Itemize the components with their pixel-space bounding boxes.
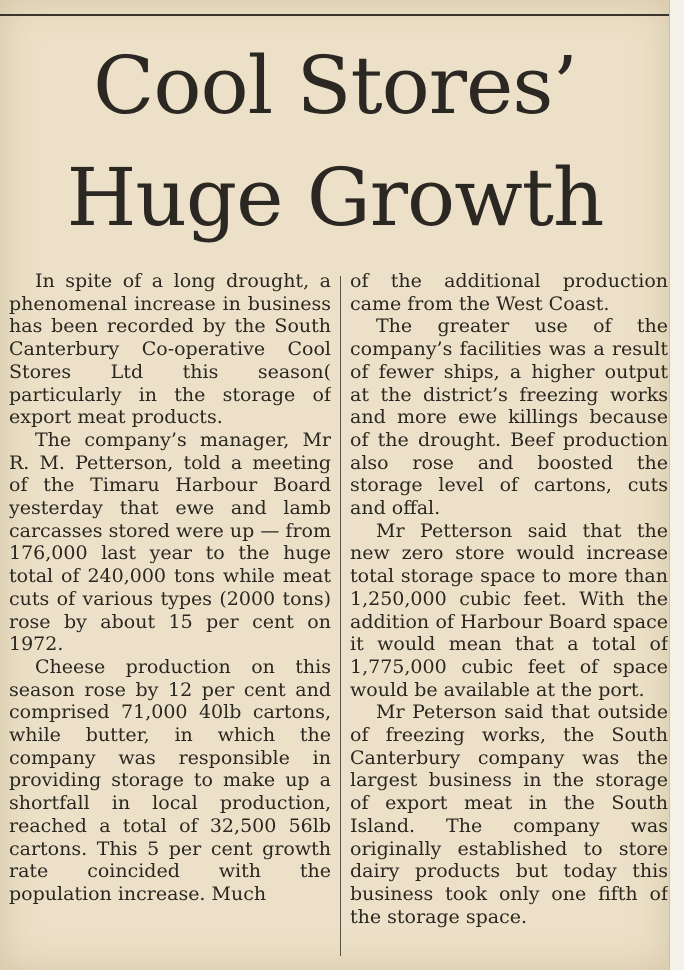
paragraph: Mr Petterson said that the new zero store would increase total storage space to more than 1,250,000 cubic feet. With the addition of Harbour Board space it would mean that a total of 1,775,000 cubic feet of space would be available at the port. xyxy=(350,519,668,701)
paragraph: Cheese production on this season rose by 12 per cent and comprised 71,000 40lb cartons, while butter, in which the company was responsible in providing storage to make up a shortfall in local production, reached a total of 32,500 56lb cartons. This 5 per cent growth rate coincided with the population increase. Much xyxy=(9,655,331,905)
paragraph: The greater use of the company’s facilities was a result of fewer ships, a higher output at the district’s freezing works and more ewe killings because of the drought. Beef production also rose and boosted the storage level of cartons, cuts and offal. xyxy=(350,315,668,520)
left-column xyxy=(9,270,331,960)
top-rule xyxy=(0,14,670,16)
column-rule xyxy=(340,276,341,956)
headline xyxy=(0,30,670,254)
paragraph: In spite of a long drought, a phenomenal increase in business has been recorded by the South Canterbury Co-operative Cool Stores Ltd this season( particularly in the storage of export meat products. xyxy=(9,270,331,429)
headline-line-2: Huge Growth xyxy=(66,151,604,244)
headline-line-1: Cool Stores’ xyxy=(93,39,577,132)
paragraph: The company’s manager, Mr R. M. Petterson, told a meeting of the Timaru Harbour Board yesterday that ewe and lamb carcasses stored were up — from 176,000 last year to the huge total of 240,000 tons while meat cuts of various types (2000 tons) rose by about 15 per cent on 1972. xyxy=(9,428,331,656)
adjacent-page-edge xyxy=(669,0,684,970)
right-column xyxy=(350,270,668,960)
paragraph-continued: of the additional production came from the West Coast. xyxy=(350,270,668,315)
paragraph: Mr Peterson said that outside of freezing works, the South Canterbury company was the largest business in the storage of export meat in the South Island. The company was originally established to store dairy products but today this business took only one fifth of the storage space. xyxy=(350,701,668,928)
